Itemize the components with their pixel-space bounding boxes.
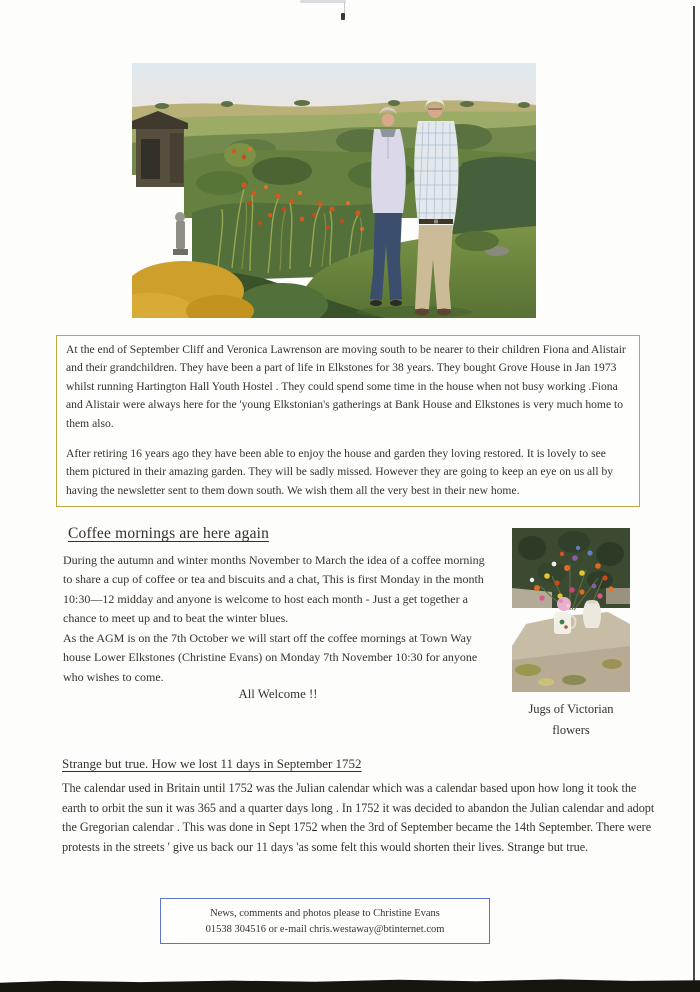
strange-but-true-paragraph: The calendar used in Britain until 1752 was the Julian calendar which was a calendar based upon how long it took the earth to orbit the sun it was 365 and a quarter days long . In 1752 it was decided to abandon the Julian calendar and adopt the Gregorian calendar . This was done in Sept 1752 when the 3rd of September became the 14th September. There were protests in the streets ' give us back our 11 days 'as some felt this would shorten their lives. Strange but true.: [62, 781, 655, 854]
flower-caption-line-2: flowers: [552, 723, 590, 737]
garden-couple-photo: [132, 63, 536, 318]
coffee-paragraph-1: During the autumn and winter months November to March the idea of a coffee morning to share a cup of coffee or tea and biscuits and a chat, This is first Monday in the month 10:30—12 midday and anyone is welcome to host each month - Just a get together a chance to meet up and to beat the winter blues.: [63, 553, 485, 626]
farewell-paragraph-1: At the end of September Cliff and Veronica Lawrenson are moving south to be nearer to their children Fiona and Alistair and their grandchildren. They have been a part of life in Elkstones for 38 years. They bought Grove House in Jan 1973 whilst running Hartington Hall Youth Hostel . They could spend some time in the house when not busy working .Fiona and Alistair were always here for the 'young Elkstonian's gatherings at Bank House and Elkstones is very much home to them also.: [66, 343, 626, 430]
farewell-notice-box: [56, 335, 640, 507]
flower-jugs-photo: [512, 528, 630, 692]
scan-smudge-mark: [300, 0, 346, 3]
strange-but-true-heading: Strange but true. How we lost 11 days in September 1752: [62, 756, 362, 771]
contact-info-box: [160, 898, 490, 944]
flower-caption-line-1: Jugs of Victorian: [528, 702, 614, 716]
all-welcome-text: All Welcome !!: [238, 687, 318, 701]
coffee-paragraph-2: As the AGM is on the 7th October we will start off the coffee mornings at Town Way house Lower Elkstones (Christine Evans) on Monday 7th November 10:30 for anyone who wishes to come.: [63, 631, 478, 684]
garden-photo-illustration: [132, 63, 536, 318]
coffee-mornings-heading: Coffee mornings are here again: [68, 525, 270, 542]
scan-bottom-edge-bar: [0, 977, 700, 992]
contact-line-1: News, comments and photos please to Christine Evans: [210, 907, 440, 919]
flowers-photo-illustration: [512, 528, 630, 692]
scan-speck-mark: [341, 13, 345, 20]
farewell-paragraph-2: After retiring 16 years ago they have been able to enjoy the house and garden they loving restored. It is lovely to see them pictured in their amazing garden. They will be sadly missed. However they are going to keep an eye on us all by having the newsletter sent to them down south. We wish them all the very best in their new home.: [66, 447, 614, 497]
flower-photo-caption: [498, 699, 644, 741]
contact-line-2: 01538 304516 or e-mail chris.westaway@btinternet.com: [205, 923, 445, 935]
scan-page-edge-line: [693, 6, 695, 992]
